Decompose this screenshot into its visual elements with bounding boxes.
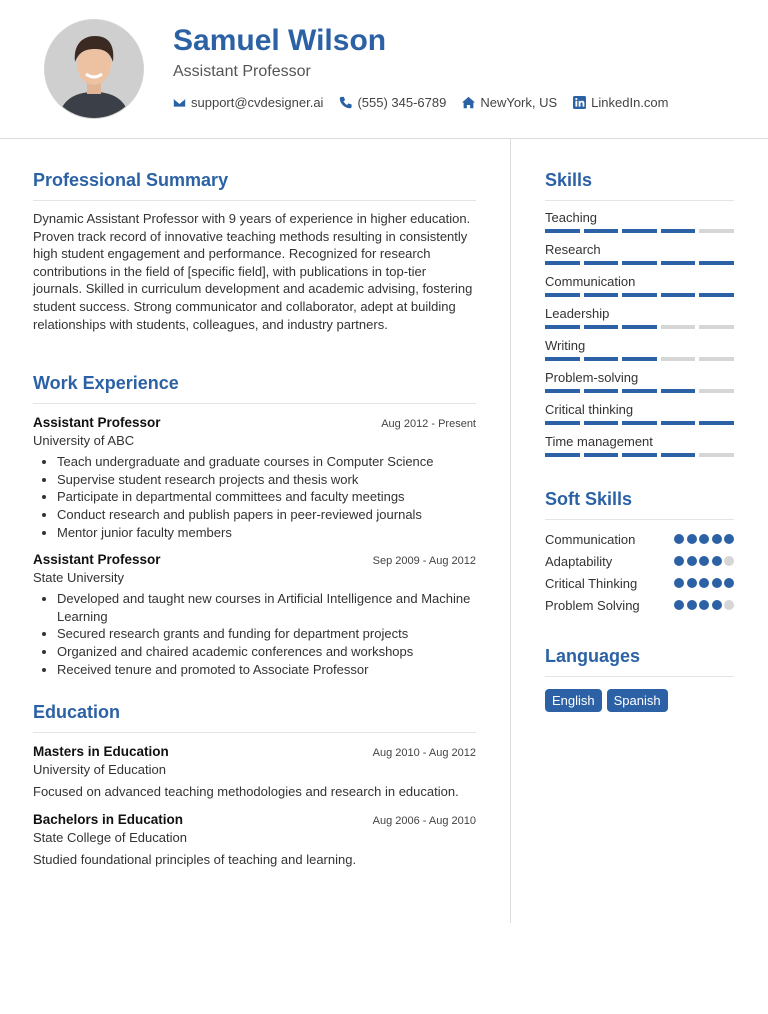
- education-desc: Studied foundational principles of teaching and learning.: [33, 851, 357, 867]
- skill-level-segment: [545, 261, 580, 265]
- contact-list: [173, 95, 669, 110]
- skill-name: Teaching: [545, 210, 598, 225]
- languages-title: Languages: [545, 646, 734, 677]
- job-bullets: [33, 453, 476, 541]
- education-title: Education: [33, 702, 476, 733]
- skill-level-segment: [661, 357, 696, 361]
- soft-skill-rating: [674, 556, 734, 566]
- rating-dot: [712, 600, 722, 610]
- rating-dot: [674, 578, 684, 588]
- skill-name: Leadership: [545, 306, 610, 321]
- job-date: Aug 2012 - Present: [381, 418, 476, 431]
- job-org: University of ABC: [33, 433, 135, 449]
- side-column: [545, 170, 734, 712]
- skill-level-segment: [545, 325, 580, 329]
- skill-name: Research: [545, 242, 601, 257]
- skill-level-segment: [545, 357, 580, 361]
- envelope-icon: [173, 96, 186, 109]
- school-name: State College of Education: [33, 829, 187, 845]
- rating-dot: [724, 534, 734, 544]
- job-title: Assistant Professor: [33, 415, 161, 431]
- education-entry: [33, 812, 476, 869]
- soft-skill-name: Communication: [545, 531, 636, 547]
- skill-level-segment: [545, 421, 580, 425]
- rating-dot: [674, 534, 684, 544]
- list-item: • Organized and chaired academic conferences and workshops: [57, 643, 476, 661]
- list-item: • Received tenure and promoted to Associate Professor: [57, 661, 476, 679]
- contact-location: [462, 95, 557, 110]
- skill-level-segment: [699, 261, 734, 265]
- language-badge: English: [545, 689, 602, 712]
- job-title: Assistant Professor: [33, 552, 161, 568]
- skill-level-segment: [622, 261, 657, 265]
- rating-dot: [699, 534, 709, 544]
- candidate-name: Samuel Wilson: [173, 24, 387, 57]
- skill-level-segment: [661, 453, 696, 457]
- rating-dot: [724, 556, 734, 566]
- soft-skill-name: Adaptability: [545, 553, 613, 569]
- contact-phone[interactable]: [339, 95, 446, 110]
- skill-name: Critical thinking: [545, 402, 634, 417]
- job-entry: [33, 552, 476, 678]
- skill-level-segment: [699, 325, 734, 329]
- education-entry: [33, 744, 476, 801]
- skill-level-segment: [584, 261, 619, 265]
- skill-item: [545, 434, 734, 457]
- rating-dot: [712, 556, 722, 566]
- main-column: [33, 170, 476, 868]
- summary-text: Dynamic Assistant Professor with 9 years of experience in higher education. Proven track record of innovative teaching methods resulting in consistently high student engagement and performance. Recognized for research contributions in the field of [specific field], with publications in top-tier journals. Skilled in curriculum development and academic advising, fostering student success. Strong communicator and collaborator, adept at building relationships with students, colleagues, and industry partners.: [33, 211, 473, 332]
- skill-level-bar: [545, 389, 734, 393]
- job-bullets: [33, 590, 476, 678]
- rating-dot: [724, 578, 734, 588]
- skill-level-segment: [622, 357, 657, 361]
- rating-dot: [699, 556, 709, 566]
- skill-level-segment: [699, 293, 734, 297]
- skill-level-segment: [545, 293, 580, 297]
- degree-title: Masters in Education: [33, 744, 169, 760]
- contact-email-text: support@cvdesigner.ai: [191, 95, 324, 110]
- skills-section: [545, 170, 734, 457]
- skill-item: [545, 338, 734, 361]
- skill-item: [545, 370, 734, 393]
- list-item: • Secured research grants and funding for department projects: [57, 625, 476, 643]
- list-item: • Mentor junior faculty members: [57, 524, 476, 542]
- soft-skills-section: [545, 489, 734, 616]
- summary-section: [33, 170, 476, 333]
- skill-level-bar: [545, 261, 734, 265]
- skill-level-segment: [622, 453, 657, 457]
- skill-level-bar: [545, 293, 734, 297]
- language-badge: Spanish: [607, 689, 668, 712]
- soft-skills-title: Soft Skills: [545, 489, 734, 520]
- skill-level-bar: [545, 453, 734, 457]
- skill-level-segment: [699, 229, 734, 233]
- skill-level-segment: [622, 389, 657, 393]
- soft-skill-rating: [674, 578, 734, 588]
- experience-title: Work Experience: [33, 373, 476, 404]
- skill-item: [545, 306, 734, 329]
- rating-dot: [699, 578, 709, 588]
- skill-level-bar: [545, 325, 734, 329]
- soft-skill-item: [545, 572, 734, 594]
- skill-level-segment: [584, 325, 619, 329]
- list-item: • Developed and taught new courses in Artificial Intelligence and Machine Learning: [57, 590, 476, 625]
- languages-section: [545, 646, 734, 712]
- skill-level-segment: [584, 389, 619, 393]
- skill-level-segment: [622, 325, 657, 329]
- skill-name: Writing: [545, 338, 586, 353]
- list-item: • Supervise student research projects and thesis work: [57, 471, 476, 489]
- skill-level-segment: [661, 229, 696, 233]
- rating-dot: [687, 600, 697, 610]
- column-divider: [510, 138, 511, 923]
- resume-header: [0, 0, 768, 139]
- skills-title: Skills: [545, 170, 734, 201]
- skill-level-bar: [545, 421, 734, 425]
- candidate-role: Assistant Professor: [173, 63, 311, 80]
- job-entry: [33, 415, 476, 541]
- rating-dot: [712, 534, 722, 544]
- rating-dot: [687, 556, 697, 566]
- experience-section: [33, 373, 476, 678]
- linkedin-icon: [573, 96, 586, 109]
- skill-level-segment: [699, 421, 734, 425]
- skill-level-segment: [545, 389, 580, 393]
- education-section: [33, 702, 476, 868]
- rating-dot: [674, 600, 684, 610]
- skill-name: Communication: [545, 274, 636, 289]
- job-date: Sep 2009 - Aug 2012: [372, 555, 476, 568]
- education-date: Aug 2010 - Aug 2012: [372, 747, 476, 760]
- education-date: Aug 2006 - Aug 2010: [372, 814, 476, 827]
- rating-dot: [712, 578, 722, 588]
- contact-phone-text: (555) 345-6789: [357, 95, 447, 110]
- skill-level-segment: [699, 453, 734, 457]
- skill-level-segment: [584, 229, 619, 233]
- skill-level-segment: [584, 421, 619, 425]
- job-org: State University: [33, 570, 125, 586]
- profile-photo: [44, 19, 144, 119]
- skill-item: [545, 210, 734, 233]
- soft-skill-rating: [674, 600, 734, 610]
- rating-dot: [687, 534, 697, 544]
- skill-level-segment: [661, 325, 696, 329]
- language-badges: [545, 689, 734, 712]
- skill-level-segment: [699, 357, 734, 361]
- rating-dot: [687, 578, 697, 588]
- skill-item: [545, 402, 734, 425]
- skill-level-segment: [584, 453, 619, 457]
- contact-email[interactable]: [173, 95, 323, 110]
- skill-level-segment: [622, 421, 657, 425]
- skill-level-segment: [584, 293, 619, 297]
- rating-dot: [724, 600, 734, 610]
- skill-level-segment: [622, 293, 657, 297]
- skill-level-segment: [661, 389, 696, 393]
- soft-skill-name: Problem Solving: [545, 597, 640, 613]
- contact-linkedin[interactable]: [573, 95, 668, 110]
- skill-level-segment: [661, 293, 696, 297]
- skill-level-bar: [545, 229, 734, 233]
- list-item: • Participate in departmental committees and faculty meetings: [57, 488, 476, 506]
- summary-title: Professional Summary: [33, 170, 476, 201]
- soft-skill-name: Critical Thinking: [545, 575, 638, 591]
- skill-name: Problem-solving: [545, 370, 639, 385]
- skill-item: [545, 242, 734, 265]
- home-icon: [462, 96, 475, 109]
- skill-item: [545, 274, 734, 297]
- contact-linkedin-text: LinkedIn.com: [591, 95, 669, 110]
- skill-level-segment: [545, 229, 580, 233]
- skill-name: Time management: [545, 434, 653, 449]
- soft-skills-list: [545, 528, 734, 616]
- skill-level-segment: [622, 229, 657, 233]
- person-portrait-icon: [45, 20, 143, 118]
- list-item: • Teach undergraduate and graduate courses in Computer Science: [57, 453, 476, 471]
- soft-skill-item: [545, 528, 734, 550]
- skill-level-bar: [545, 357, 734, 361]
- soft-skill-item: [545, 550, 734, 572]
- skill-level-segment: [661, 261, 696, 265]
- list-item: • Conduct research and publish papers in peer-reviewed journals: [57, 506, 476, 524]
- degree-title: Bachelors in Education: [33, 811, 184, 827]
- school-name: University of Education: [33, 762, 166, 778]
- rating-dot: [699, 600, 709, 610]
- contact-location-text: NewYork, US: [480, 95, 558, 110]
- phone-icon: [339, 96, 352, 109]
- skill-level-segment: [699, 389, 734, 393]
- skill-level-segment: [661, 421, 696, 425]
- skill-level-segment: [584, 357, 619, 361]
- rating-dot: [674, 556, 684, 566]
- soft-skill-rating: [674, 534, 734, 544]
- education-desc: Focused on advanced teaching methodologies and research in education.: [33, 784, 459, 800]
- skills-list: [545, 210, 734, 457]
- soft-skill-item: [545, 594, 734, 616]
- skill-level-segment: [545, 453, 580, 457]
